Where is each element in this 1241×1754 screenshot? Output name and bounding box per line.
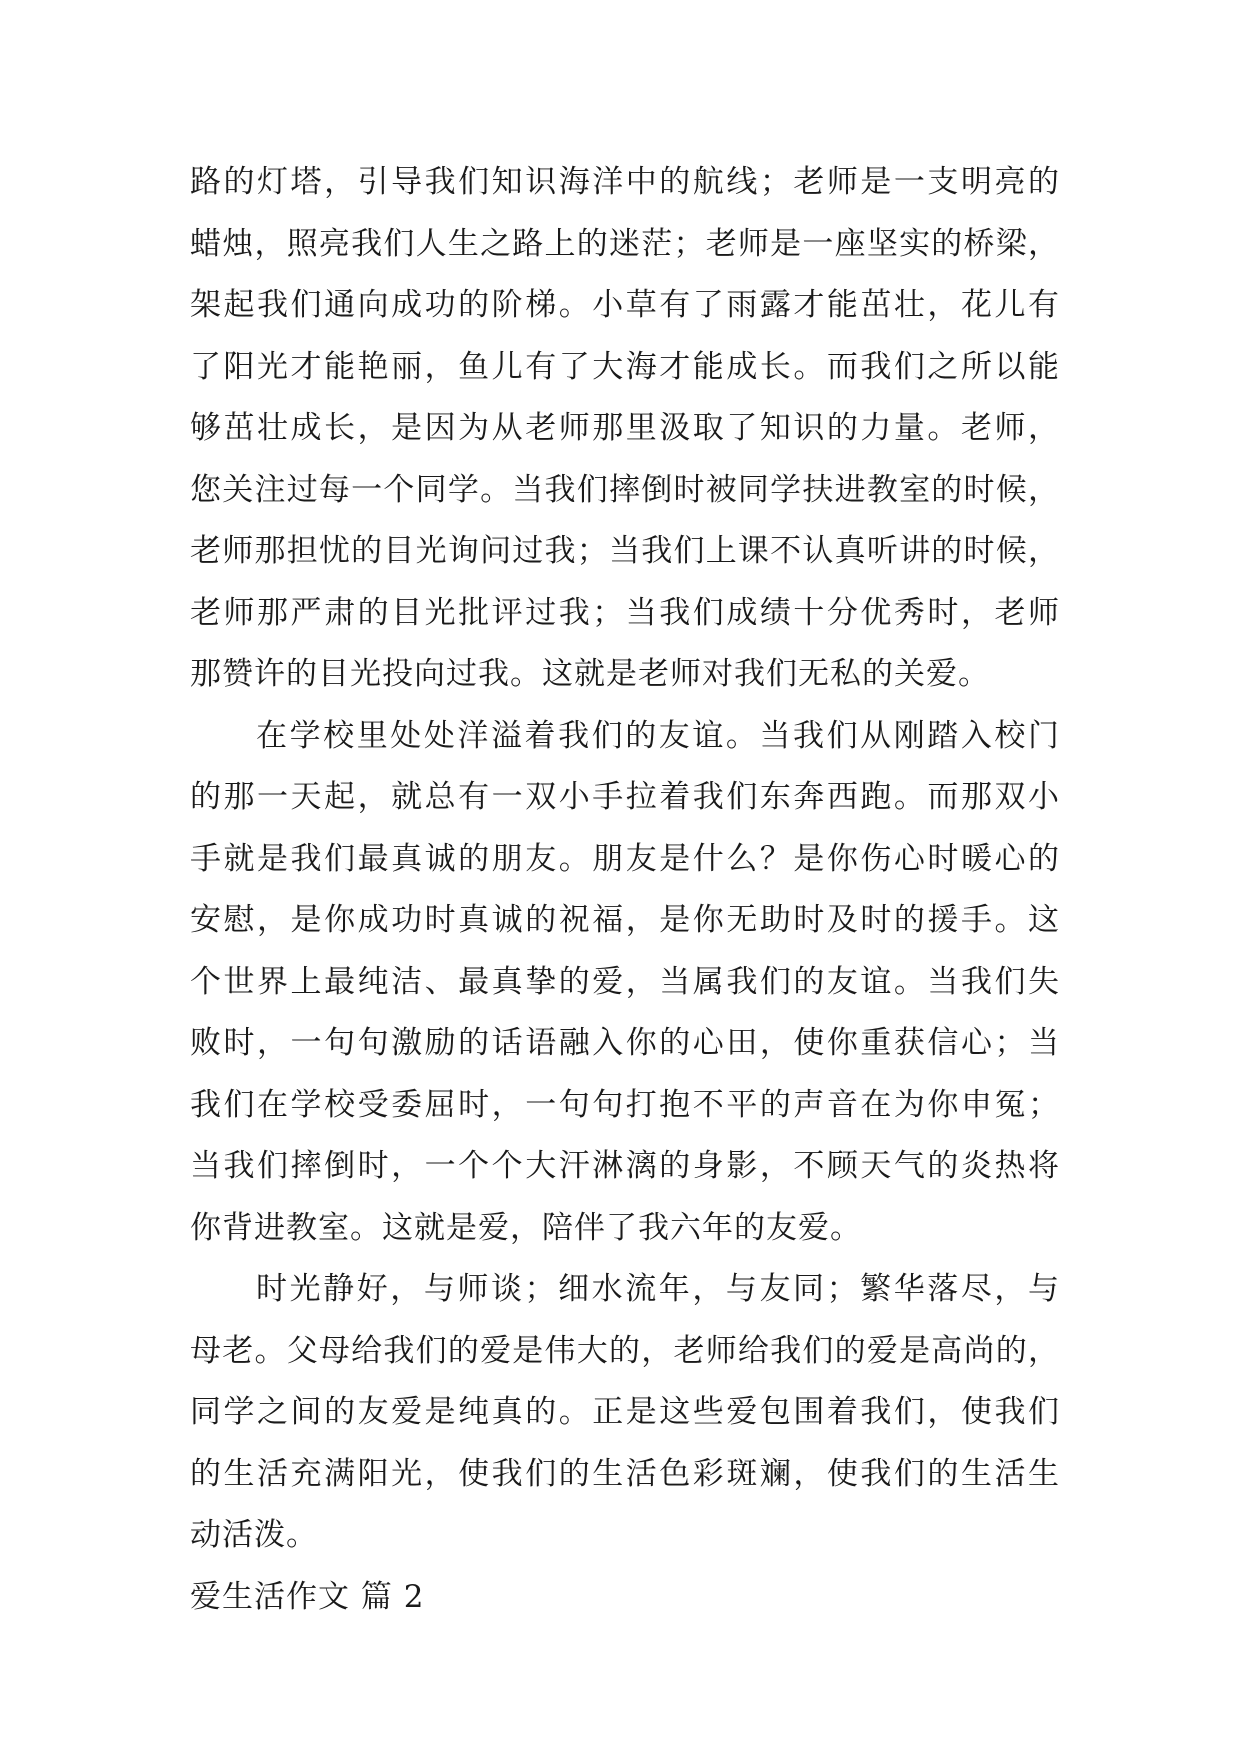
text-line: 路的灯塔，引导我们知识海洋中的航线；老师是一支明亮的 — [190, 164, 1060, 200]
text-line: 当我们摔倒时，一个个大汗淋漓的身影，不顾天气的炎热将 — [190, 1148, 1060, 1184]
text-line: 架起我们通向成功的阶梯。小草有了雨露才能茁壮，花儿有 — [190, 287, 1060, 323]
section-heading: 爱生活作文 篇 2 — [190, 1578, 425, 1615]
paragraph — [190, 152, 1060, 706]
paragraph — [190, 1259, 1060, 1567]
text-line: 动活泼。 — [190, 1517, 318, 1553]
text-line: 我们在学校受委屈时，一句句打抱不平的声音在为你申冤； — [190, 1086, 1060, 1123]
text-line: 那赞许的目光投向过我。这就是老师对我们无私的关爱。 — [190, 656, 990, 692]
text-line: 你背进教室。这就是爱，陪伴了我六年的友爱。 — [190, 1209, 862, 1246]
text-line: 的那一天起，就总有一双小手拉着我们东奔西跑。而那双小 — [190, 779, 1060, 815]
paragraph — [190, 706, 1060, 1260]
text-line: 败时，一句句激励的话语融入你的心田，使你重获信心；当 — [190, 1025, 1060, 1061]
text-line: 同学之间的友爱是纯真的。正是这些爱包围着我们，使我们 — [190, 1394, 1060, 1430]
text-line: 老师那担忧的目光询问过我；当我们上课不认真听讲的时候， — [190, 533, 1060, 569]
text-line: 蜡烛，照亮我们人生之路上的迷茫；老师是一座坚实的桥梁， — [190, 225, 1060, 262]
body-text — [190, 152, 1060, 1628]
text-line: 老师那严肃的目光批评过我；当我们成绩十分优秀时，老师 — [190, 594, 1060, 631]
text-line: 个世界上最纯洁、最真挚的爱，当属我们的友谊。当我们失 — [190, 963, 1060, 1000]
text-line: 够茁壮成长，是因为从老师那里汲取了知识的力量。老师， — [190, 410, 1060, 446]
text-line: 您关注过每一个同学。当我们摔倒时被同学扶进教室的时候， — [190, 471, 1060, 508]
text-line: 的生活充满阳光，使我们的生活色彩斑斓，使我们的生活生 — [190, 1455, 1060, 1492]
text-line: 了阳光才能艳丽，鱼儿有了大海才能成长。而我们之所以能 — [190, 348, 1060, 385]
text-line: 在学校里处处洋溢着我们的友谊。当我们从刚踏入校门 — [256, 717, 1060, 754]
text-line: 手就是我们最真诚的朋友。朋友是什么？是你伤心时暖心的 — [190, 840, 1060, 877]
text-line: 母老。父母给我们的爱是伟大的，老师给我们的爱是高尚的， — [190, 1332, 1060, 1369]
text-line: 时光静好，与师谈；细水流年，与友同；繁华落尽，与 — [256, 1271, 1060, 1307]
text-line: 安慰，是你成功时真诚的祝福，是你无助时及时的援手。这 — [190, 902, 1060, 938]
